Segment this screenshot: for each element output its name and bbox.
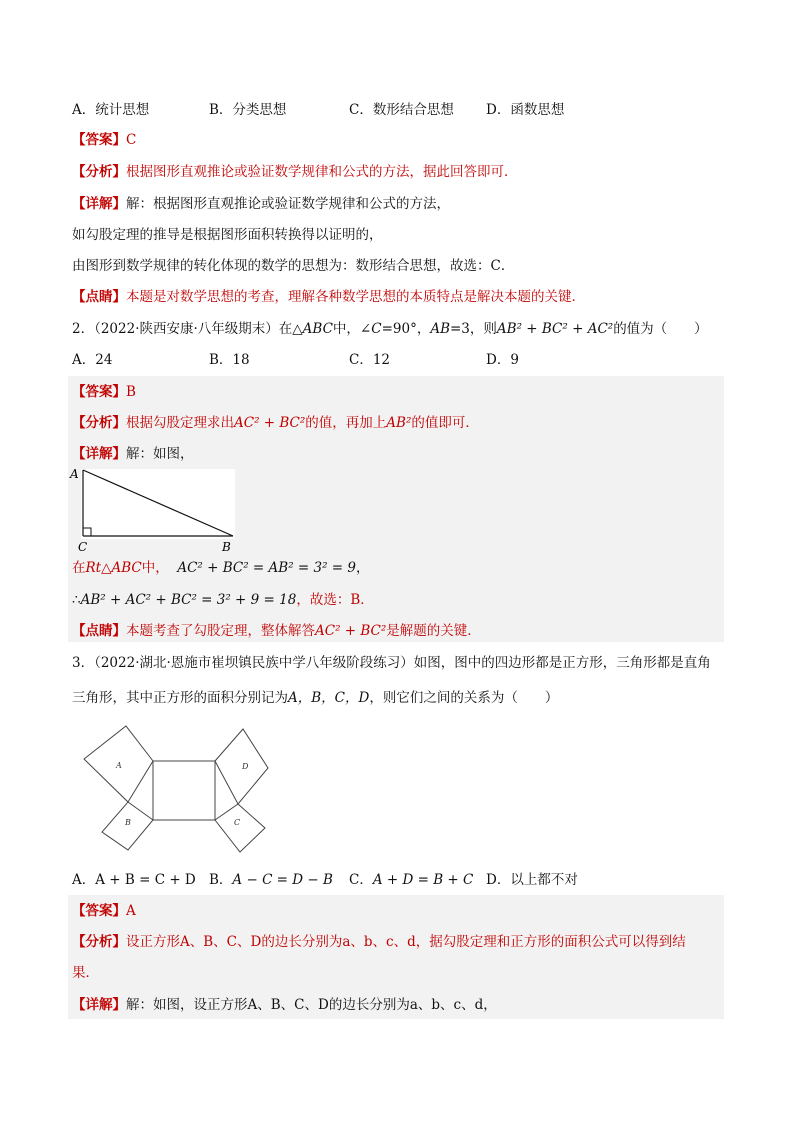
detail-tag: 【详解】 xyxy=(72,997,126,1013)
comment-tag: 【点睛】 xyxy=(72,623,126,639)
analysis-tag: 【分析】 xyxy=(72,934,126,950)
q3-analysis-1 xyxy=(72,932,686,952)
q1-option-a: A．统计思想 xyxy=(72,102,150,118)
q2-stem-mid: 中，∠ xyxy=(332,321,372,337)
q2-stem-after: =90°， xyxy=(381,321,431,337)
q2-step-2 xyxy=(72,590,374,610)
step1-tri: Rt△ABC xyxy=(85,560,142,576)
q2-comment xyxy=(72,621,481,641)
q3-stem-post: ，则它们之间的关系为（ ） xyxy=(369,690,559,706)
q2-option-b: B．18 xyxy=(209,352,250,368)
q3-stem-pre: 三角形，其中正方形的面积分别记为 xyxy=(72,690,288,706)
comment-pre: 本题考查了勾股定理，整体解答 xyxy=(126,623,315,639)
label-b: B xyxy=(125,818,131,827)
step1-mid: 中， xyxy=(141,560,169,576)
step2-post: ，故选：B． xyxy=(296,592,374,608)
q1-comment xyxy=(72,287,585,307)
comment-tag: 【点睛】 xyxy=(72,289,126,305)
detail-tag: 【详解】 xyxy=(72,446,126,462)
vertex-label-b: B xyxy=(222,540,231,554)
vertex-label-a: A xyxy=(70,467,79,481)
answer-value: B xyxy=(126,384,136,400)
comment-post: 是解题的关键． xyxy=(386,623,481,639)
q2-option-d: D．9 xyxy=(486,352,519,368)
analysis-tag: 【分析】 xyxy=(72,415,126,431)
q2-stem-prefix: 2．（2022·陕西安康·八年级期末）在△ xyxy=(72,321,303,337)
q2-detail xyxy=(72,444,194,464)
analysis-post: 的值即可． xyxy=(411,415,479,431)
q3-analysis-2: 果． xyxy=(72,965,99,981)
analysis-text: 根据图形直观推论或验证数学规律和公式的方法，据此回答即可． xyxy=(126,164,518,180)
detail-text: 解：根据图形直观推论或验证数学规律和公式的方法， xyxy=(126,196,450,212)
detail-tag: 【详解】 xyxy=(72,196,126,212)
q3-answer xyxy=(72,901,136,921)
squares-figure xyxy=(80,724,280,854)
q3-option-b-label: B． xyxy=(209,872,233,888)
q1-answer xyxy=(72,130,136,150)
step1-pre: 在 xyxy=(72,560,86,576)
q3-stem-line-2 xyxy=(72,688,558,708)
detail-text: 解：如图，设正方形A、B、C、D的边长分别为a、b、c、d， xyxy=(126,997,497,1013)
analysis-expr2: AB² xyxy=(386,415,412,431)
q1-detail-2: 如勾股定理的推导是根据图形面积转换得以证明的， xyxy=(72,227,383,243)
q1-option-b: B．分类思想 xyxy=(209,102,287,118)
comment-expr: AC² + BC² xyxy=(315,623,387,639)
right-triangle-figure xyxy=(68,466,238,556)
q3-option-c-label: C． xyxy=(349,872,373,888)
step2-pre: ∴ xyxy=(72,592,81,608)
label-a: A xyxy=(116,761,122,770)
q2-stem-ab: AB xyxy=(430,321,450,337)
q2-option-c: C．12 xyxy=(349,352,391,368)
q2-stem-val: =3，则 xyxy=(450,321,497,337)
q2-stem-expr: AB² + BC² + AC² xyxy=(496,321,614,337)
answer-value: C xyxy=(126,132,137,148)
q3-stem-vars: A，B，C，D xyxy=(288,690,370,706)
q2-option-a: A．24 xyxy=(72,352,113,368)
q3-option-b-expr: A − C = D − B xyxy=(232,872,333,888)
q2-stem-abc: ABC xyxy=(302,321,333,337)
vertex-label-c: C xyxy=(78,540,88,554)
q2-step-1 xyxy=(72,558,369,578)
q3-detail xyxy=(72,995,497,1015)
label-d: D xyxy=(242,762,249,771)
step1-expr: AC² + BC² = AB² = 3² = 9 xyxy=(177,560,356,576)
q1-detail-1 xyxy=(72,194,450,214)
analysis-expr: AC² + BC² xyxy=(234,415,306,431)
q3-option-c-expr: A + D = B + C xyxy=(372,872,474,888)
answer-tag: 【答案】 xyxy=(72,132,126,148)
q1-option-c: C．数形结合思想 xyxy=(349,102,454,118)
q2-stem xyxy=(72,319,708,339)
q2-stem-tail: 的值为（ ） xyxy=(613,321,708,337)
analysis-tag: 【分析】 xyxy=(72,164,126,180)
answer-tag: 【答案】 xyxy=(72,903,126,919)
q2-analysis xyxy=(72,413,479,433)
q2-answer xyxy=(72,382,136,402)
square-c xyxy=(215,804,265,852)
q1-detail-3: 由图形到数学规律的转化体现的数学的思想为：数形结合思想，故选：C． xyxy=(72,258,515,274)
step2-expr: AB² + AC² + BC² = 3² + 9 = 18 xyxy=(80,592,297,608)
q1-option-d: D．函数思想 xyxy=(486,102,565,118)
q3-option-b xyxy=(209,870,333,890)
q3-stem-line-1: 3．（2022·湖北·恩施市崔坝镇民族中学八年级阶段练习）如图，图中的四边形都是正方形，三角形都是直角 xyxy=(72,655,711,671)
analysis-pre: 根据勾股定理求出 xyxy=(126,415,234,431)
q3-option-d: D．以上都不对 xyxy=(486,872,578,888)
comment-text: 本题是对数学思想的考查，理解各种数学思想的本质特点是解决本题的关键． xyxy=(126,289,585,305)
q2-stem-c: C xyxy=(371,321,382,337)
analysis-text: 设正方形A、B、C、D的边长分别为a、b、c、d，据勾股定理和正方形的面积公式可以得到结 xyxy=(126,934,686,950)
q3-option-a: A．A + B = C + D xyxy=(72,872,196,888)
q3-option-c xyxy=(349,870,473,890)
center-square xyxy=(153,761,215,820)
answer-tag: 【答案】 xyxy=(72,384,126,400)
label-c: C xyxy=(234,818,241,827)
answer-value: A xyxy=(126,903,136,919)
detail-text: 解：如图， xyxy=(126,446,194,462)
step1-post: ， xyxy=(355,560,370,576)
q1-analysis xyxy=(72,162,518,182)
analysis-mid: 的值，再加上 xyxy=(305,415,387,431)
